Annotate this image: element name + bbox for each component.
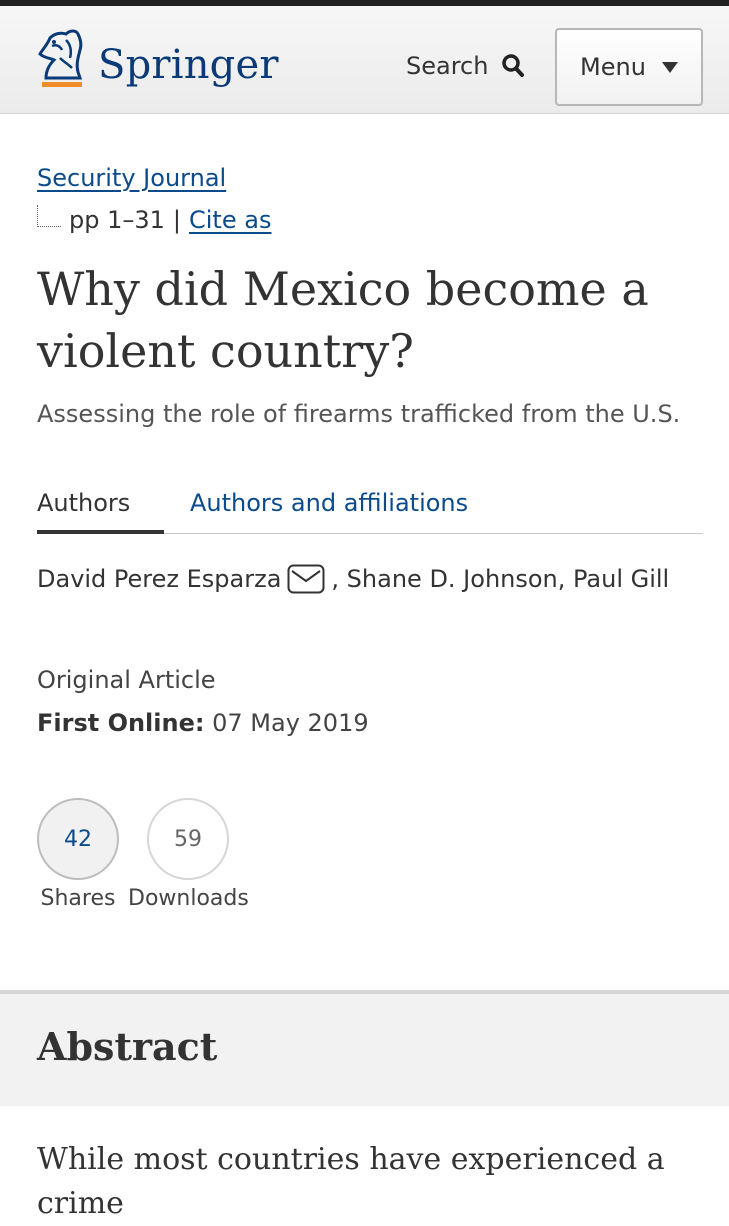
tab-authors[interactable]: Authors — [37, 486, 164, 534]
author-list — [37, 564, 669, 594]
article-title: Why did Mexico become a violent country? — [37, 262, 649, 378]
caret-down-icon — [662, 62, 678, 73]
first-online-label: First Online: — [37, 709, 205, 737]
envelope-icon[interactable] — [287, 564, 325, 594]
chess-knight-icon — [36, 28, 88, 90]
citation-row — [37, 206, 271, 234]
brand-name: Springer — [98, 42, 279, 88]
author-name[interactable]: David Perez Esparza — [37, 565, 282, 593]
downloads-label: Downloads — [128, 886, 249, 911]
page-range: pp 1–31 — [69, 206, 165, 234]
first-online — [37, 709, 369, 737]
authors-tabs — [37, 486, 703, 534]
downloads-count: 59 — [147, 798, 229, 880]
menu-button[interactable] — [555, 28, 703, 106]
menu-label: Menu — [580, 53, 646, 81]
tree-connector-icon — [37, 205, 61, 227]
other-authors[interactable]: , Shane D. Johnson, Paul Gill — [331, 565, 670, 593]
separator: | — [172, 206, 181, 234]
shares-label: Shares — [40, 886, 116, 911]
shares-count[interactable]: 42 — [37, 798, 119, 880]
site-header — [0, 6, 729, 114]
search-button[interactable] — [406, 46, 524, 86]
abstract-section-header[interactable] — [0, 990, 729, 1106]
tab-authors-and-affiliations[interactable]: Authors and affiliations — [190, 489, 469, 517]
article-type: Original Article — [37, 666, 216, 694]
article-subtitle: Assessing the role of firearms trafficked from the U.S. — [37, 400, 681, 428]
abstract-heading: Abstract — [37, 1024, 218, 1069]
cite-as-link[interactable]: Cite as — [189, 206, 272, 234]
abstract-text: While most countries have experienced a crime — [37, 1142, 665, 1221]
journal-link[interactable]: Security Journal — [37, 164, 227, 192]
search-label: Search — [406, 52, 489, 80]
springer-logo[interactable] — [36, 28, 279, 94]
first-online-date: 07 May 2019 — [212, 709, 369, 737]
search-icon — [502, 54, 524, 78]
